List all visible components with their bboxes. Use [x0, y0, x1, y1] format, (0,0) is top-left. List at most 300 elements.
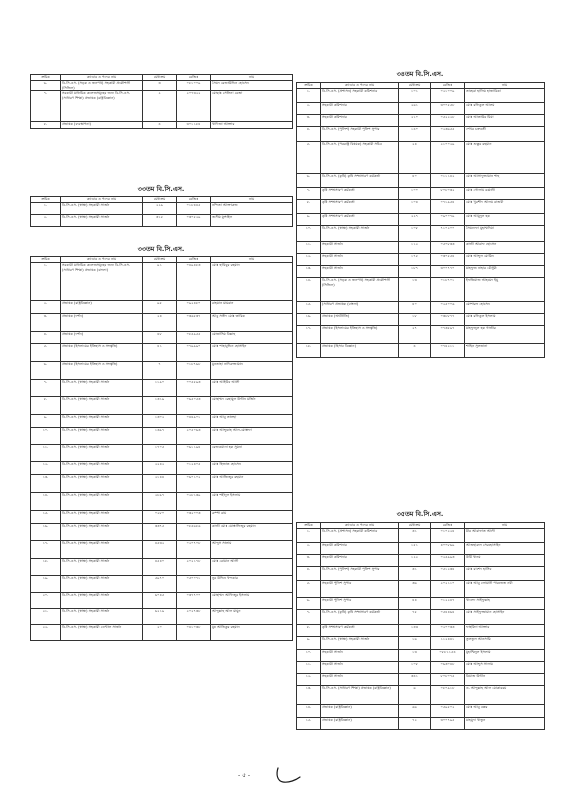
header-merit: মেধাক্রম	[399, 83, 431, 89]
header-reg: রেজিঃ	[177, 197, 211, 203]
header-reg: রেজিঃ	[177, 75, 211, 81]
cell-merit: ৩	[143, 80, 177, 90]
cell-merit: ১৩	[399, 649, 431, 661]
cell-name: মোঃ আবু বক্কর	[465, 704, 545, 717]
cell-name: সৈয়দেফা মুহাম্মদিয়া	[465, 225, 545, 241]
cell-name: মোঃ আতাউর মিয়া	[465, 114, 545, 126]
cell-reg: ০২০০৩৩	[431, 624, 465, 636]
cell-reg: ৮০৮০৭৫	[431, 673, 465, 685]
cell-merit: ১৬	[399, 636, 431, 649]
cell-serial: ৬.	[31, 80, 61, 90]
table-row	[297, 265, 545, 277]
cell-name: মোতাসিম বিল্লাহ	[211, 331, 293, 343]
cell-cadre-post: সহকারী সার্জন	[321, 661, 399, 673]
table-row	[31, 379, 293, 396]
cell-cadre-post: কৃষি সম্প্রসারণ কর্মকর্তা	[321, 624, 399, 636]
cell-serial: ৪.	[297, 566, 321, 580]
cell-serial: ১৩.	[297, 685, 321, 704]
cell-merit: ২২৪২	[143, 461, 177, 474]
cell-name: মোঃ রাশেদ হাসিব	[465, 566, 545, 580]
table-row	[297, 301, 545, 313]
table-row	[297, 636, 545, 649]
cell-cadre-post: বি.সি.এস. (পুলিশ) সহকারী পুলিশ সুপার	[321, 126, 399, 141]
table-row	[31, 427, 293, 444]
cell-serial: ৮.	[31, 396, 61, 414]
cell-reg: ০৮৫৬৮৬	[177, 523, 211, 540]
table-row	[31, 214, 293, 226]
table-row	[31, 558, 293, 575]
table-row	[297, 597, 545, 609]
cell-merit: ১০৮	[399, 225, 431, 241]
cell-serial: ৪.	[31, 331, 61, 343]
cell-merit: ৬২১৯	[143, 608, 177, 624]
table-row	[297, 277, 545, 301]
cell-cadre-post: প্রভাষক (রাষ্ট্রবিজ্ঞান)	[321, 704, 399, 717]
cell-cadre-post: সহকারী কমিশনার	[321, 114, 399, 126]
cell-cadre-post: বি.সি.এস. (প্রশাসন) সহকারী কমিশনার	[321, 88, 399, 102]
cell-cadre-post: সহকারী সার্জন	[321, 649, 399, 661]
header-serial: ক্রমিক	[297, 523, 321, 529]
cell-cadre-post: বি.সি.এস. (স্বাস্থ্য) সহকারী সার্জন	[321, 636, 399, 649]
cell-name: মুনতাহা নাদিরুজ্জামান	[211, 361, 293, 379]
cell-serial: ১০.	[297, 225, 321, 241]
cell-serial: ১৬.	[297, 313, 321, 325]
cell-cadre-post: বি.সি.এস. (সড়ক ও জনপথ) সহকারী প্রকৌশলী (সিভিল)	[321, 277, 399, 301]
cell-name: মোঃ রোমান আলী	[211, 558, 293, 575]
header-name: নাম	[211, 257, 293, 263]
header-cadre-post: ক্যাডার ও পদের নাম	[61, 75, 143, 81]
cell-name: উর্মি খানম	[465, 554, 545, 566]
cell-serial: ১৪.	[297, 704, 321, 717]
cell-cadre-post: বি.সি.এস. (স্বাস্থ্য) সহকারী সার্জন	[61, 492, 143, 510]
cell-serial: ৮.	[31, 122, 61, 129]
table-row	[297, 704, 545, 717]
cell-cadre-post: বি.সি.এস. (স্বাস্থ্য) সহকারী সার্জন	[61, 608, 143, 624]
cell-cadre-post: প্রভাষক (অর্থনীতি)	[321, 313, 399, 325]
cell-name: মোঃ হিজাত হোসেন	[211, 461, 293, 474]
cell-serial: ১০.	[31, 427, 61, 444]
cell-serial: ৭.	[31, 91, 61, 122]
cell-serial: ৬.	[297, 173, 321, 187]
cell-cadre-post: সহকারী সার্জন	[321, 253, 399, 265]
cell-name: মোঃ হাবিবুর রহমান	[211, 262, 293, 300]
cell-cadre-post: প্রভাষক (ইসলামের ইতিহাস ও সংস্কৃতি)	[61, 343, 143, 361]
cell-serial: ১৯.	[31, 575, 61, 592]
cell-reg: ২০২১১০	[431, 580, 465, 597]
cell-cadre-post: বি.সি.এস. (কৃষি) কৃষি সম্প্রসারণ কর্মকর্তা	[321, 609, 399, 624]
cell-serial: ১৭.	[297, 325, 321, 343]
cell-reg: ০৩৭৭০০	[177, 592, 211, 608]
table-row	[297, 225, 545, 241]
cell-reg: ০৬০১০২	[177, 474, 211, 492]
cell-merit: ১০৪	[399, 199, 431, 213]
cell-name: রেজওয়ানা হক সুমনা	[211, 444, 293, 461]
table-row	[31, 592, 293, 608]
header-merit: মেধাক্রম	[143, 257, 177, 263]
cell-cadre-post: বি.সি.এস. (স্বাস্থ্য) সহকারী সার্জন	[61, 379, 143, 396]
cell-merit: ১৪৩	[399, 624, 431, 636]
cell-name: মোহাম্মদ আফিজুর ইসলাম	[211, 592, 293, 608]
cell-name: মোঃ আবু লোমানী পারভেজ নবী	[465, 580, 545, 597]
cell-reg: ০৪৯৪৮৩	[177, 262, 211, 300]
cell-cadre-post: কৃষি সম্প্রসারণ কর্মকর্তা	[321, 199, 399, 213]
cell-merit: ১০৮	[399, 661, 431, 673]
cell-reg: ০২৩৬৫৫	[431, 126, 465, 141]
cell-serial: ১১.	[31, 444, 61, 461]
cell-merit: ৪	[143, 122, 177, 129]
table-row	[297, 241, 545, 253]
table-row	[297, 649, 545, 661]
cell-serial: ১.	[297, 88, 321, 102]
cell-merit: ৪	[399, 343, 431, 357]
cell-cadre-post: সরকারী মাধ্যমিক কলেজসমূহের জন্য বি.সি.এস. (সাধারণ শিক্ষা) প্রভাষক (রাষ্ট্রবিজ্ঞান)	[61, 91, 143, 122]
cell-serial: ১.	[297, 528, 321, 542]
cell-serial: ৩.	[31, 313, 61, 331]
cell-cadre-post: বি.সি.এস. (স্বাস্থ্য) সহকারী সার্জন	[61, 510, 143, 523]
cell-name: ফাহমিদা আক্তার	[465, 624, 545, 636]
cell-reg: ০৫২২২৮	[431, 114, 465, 126]
cell-reg: ০২৫০০৬	[431, 301, 465, 313]
cell-name: মোঃ রফিকুল আলম	[465, 102, 545, 114]
cell-merit: ১০০	[399, 187, 431, 199]
table-row	[31, 608, 293, 624]
cell-merit: ২	[143, 91, 177, 122]
table-d	[296, 82, 545, 358]
cell-serial: ২.	[31, 300, 61, 313]
header-serial: ক্রমিক	[31, 197, 61, 203]
table-row	[297, 313, 545, 325]
cell-name: মোছাঃ সেলিনা রেজা	[211, 91, 293, 122]
cell-reg: ১১২৪৪১	[431, 636, 465, 649]
cell-name: মোঃ আসাদুজ্জামান শাহ	[465, 173, 545, 187]
cell-serial: ৭.	[297, 187, 321, 199]
table-row	[297, 187, 545, 199]
cell-merit: ৬	[399, 685, 431, 704]
section-heading: ৩৩তম বি.সি.এস.	[137, 185, 185, 193]
cell-name: মুঃ আতিকুর রহমান	[211, 624, 293, 640]
cell-reg: ০৭১৯৫৪	[431, 199, 465, 213]
cell-serial: ৫.	[31, 343, 61, 361]
table-row	[297, 554, 545, 566]
header-cadre-post: ক্যাডার ও পদের নাম	[61, 257, 143, 263]
cell-cadre-post: বি.সি.এস. (প্রশাসন) সহকারী কমিশনার	[321, 528, 399, 542]
cell-cadre-post: বি.সি.এস. (স্বাস্থ্য) সহকারী সার্জন	[61, 414, 143, 427]
cell-cadre-post: বি.সি.এস. (স্বাস্থ্য) সহকারী সার্জন	[61, 592, 143, 608]
cell-merit: ৪৫৩২	[143, 540, 177, 558]
cell-cadre-post: বি.সি.এস. (পররাষ্ট্র বিষয়ক) সহকারী সচিব	[321, 141, 399, 173]
cell-reg: ০৪৪৯০১	[177, 414, 211, 427]
cell-merit: ২২৯	[143, 202, 177, 214]
cell-name: মোঃ আইউব আলী	[211, 379, 293, 396]
table-row	[31, 396, 293, 414]
table-row	[31, 414, 293, 427]
header-name: নাম	[211, 197, 293, 203]
cell-name: তুলতুল আনসারি	[465, 636, 545, 649]
cell-cadre-post: বি.সি.এস. (স্বাস্থ্য) সহকারী সার্জন	[61, 461, 143, 474]
cell-name: মোঃ শুক্কুর রহমান	[465, 141, 545, 173]
cell-reg: ০৬১১৯৪	[177, 444, 211, 461]
cell-cadre-post: বি.সি.এস. (স্বাস্থ্য) সহকারী সার্জন	[61, 202, 143, 214]
cell-name: কাজী মোঃ মোস্তাফিজুর রহমান	[211, 523, 293, 540]
cell-name: মোঃ খুরশীদ আলম রাজবী	[465, 199, 545, 213]
cell-cadre-post: সহকারী সার্জন	[321, 241, 399, 253]
cell-name: আব্দুস সালাম	[211, 540, 293, 558]
table-row	[31, 313, 293, 331]
cell-name: মোঃ আব্দুল মোমিন	[465, 253, 545, 265]
cell-name: কাজী আরাফ হোসেন	[465, 241, 545, 253]
table-row	[31, 262, 293, 300]
header-reg: রেজিঃ	[431, 523, 465, 529]
section-heading: ৩৪তম বি.সি.এস.	[396, 70, 444, 78]
cell-merit: ১৩	[399, 277, 431, 301]
cell-serial: ২.	[297, 542, 321, 554]
table-row	[297, 88, 545, 102]
cell-reg: ৪০০৮৬৯	[431, 542, 465, 554]
table-b	[30, 196, 293, 227]
cell-cadre-post: বি.সি.এস. (পুলিশ) সহকারী পুলিশ সুপার	[321, 566, 399, 580]
cell-serial: ১৬.	[31, 523, 61, 540]
cell-merit: ৩৩৭৫	[143, 523, 177, 540]
cell-merit: ৯১	[143, 262, 177, 300]
cell-serial: ১২.	[31, 461, 61, 474]
table-row	[297, 102, 545, 114]
cell-name: আব্দুল্লাহ আল মামুন	[211, 608, 293, 624]
cell-serial: ২.	[297, 102, 321, 114]
header-merit: মেধাক্রম	[143, 197, 177, 203]
cell-cadre-post: সহকারী কমিশনার	[321, 554, 399, 566]
cell-reg: ০৮৮১১৫৪	[431, 649, 465, 661]
cell-name: তাহেরা হালিম হাজারিকা	[465, 88, 545, 102]
cell-cadre-post: বি.সি.এস. (স্বাস্থ্য) সহকারী ডেন্টাল সার্জন	[61, 624, 143, 640]
cell-merit: ১০১	[399, 88, 431, 102]
cell-merit: ১৫১	[399, 542, 431, 554]
cell-reg: ০৫০০৭১	[177, 575, 211, 592]
cell-serial: ৯.	[297, 213, 321, 225]
table-d-body	[297, 88, 545, 357]
cell-reg: ০৩০৫৫৪	[431, 253, 465, 265]
cell-merit: ২২৭	[399, 213, 431, 225]
cell-serial: ৫.	[297, 141, 321, 173]
cell-cadre-post: (সাধারণ প্রভাষক (বাংলা)	[321, 301, 399, 313]
cell-serial: ১৫.	[297, 717, 321, 729]
handwritten-signature	[274, 764, 304, 786]
cell-serial: ৮.	[297, 199, 321, 213]
cell-serial: ৬.	[31, 361, 61, 379]
cell-serial: ৩.	[297, 114, 321, 126]
table-row	[297, 717, 545, 729]
cell-merit: ৪৪	[399, 597, 431, 609]
table-row	[31, 474, 293, 492]
cell-merit: ৪১	[143, 343, 177, 361]
table-row	[31, 540, 293, 558]
cell-reg: ০৩৮৮৭৭	[431, 313, 465, 325]
cell-merit: ১৭৫	[399, 253, 431, 265]
cell-merit: ৩৪১	[399, 673, 431, 685]
cell-merit: ২৭	[399, 325, 431, 343]
table-row	[31, 343, 293, 361]
header-reg: রেজিঃ	[431, 83, 465, 89]
table-row	[31, 91, 293, 122]
cell-name: মুহাম্মিনুল ইসলাম	[465, 649, 545, 661]
table-row	[297, 114, 545, 126]
cell-reg: ২১০০২৯	[431, 141, 465, 173]
cell-reg: ৩০০৭৯৫	[431, 717, 465, 729]
cell-serial: ২২.	[31, 624, 61, 640]
table-e	[296, 522, 545, 730]
header-merit: মেধাক্রম	[399, 523, 431, 529]
cell-serial: ১.	[31, 262, 61, 300]
cell-merit: ৬০৪৫	[143, 592, 177, 608]
cell-reg: ০২০৭০৮	[177, 540, 211, 558]
table-row	[31, 461, 293, 474]
cell-merit: ২৪	[143, 313, 177, 331]
cell-cadre-post: সহকারী কমিশনার	[321, 542, 399, 554]
cell-merit: ১৩১৯	[143, 396, 177, 414]
cell-serial: ১৩.	[31, 474, 61, 492]
table-row	[31, 624, 293, 640]
cell-reg: ০৮০৯১৮	[431, 685, 465, 704]
cell-serial: ৪.	[297, 126, 321, 141]
cell-merit: ১৭০৫	[143, 444, 177, 461]
cell-name: খাদিজা আক্তার	[211, 122, 293, 129]
table-a-body	[31, 80, 293, 128]
header-serial: ক্রমিক	[31, 257, 61, 263]
table-row	[297, 580, 545, 597]
table-row	[31, 444, 293, 461]
cell-cadre-post: প্রভাষক (ইসলামের ইতিহাস ও সংস্কৃতি)	[321, 325, 399, 343]
table-row	[297, 199, 545, 213]
cell-reg: ০০৫৫৯৩	[177, 379, 211, 396]
table-row	[31, 361, 293, 379]
cell-name: মোশারফ হোসেন	[465, 301, 545, 313]
cell-name: মাহফুজুল হক গাজীর	[465, 325, 545, 343]
cell-reg: ০১১১৪২	[431, 173, 465, 187]
header-name: নাম	[211, 75, 293, 81]
table-e-body	[297, 528, 545, 729]
cell-serial: ২.	[31, 214, 61, 226]
cell-cadre-post: প্রভাষক (রাষ্ট্রবিজ্ঞান)	[321, 717, 399, 729]
cell-reg: ০৯০০৭৯	[431, 213, 465, 225]
cell-reg: ০৭৩৫৯৭	[431, 325, 465, 343]
cell-merit: ১১৯০	[143, 379, 177, 396]
cell-name: আজহারুল সেরহোসাইন	[465, 542, 545, 554]
cell-cadre-post: বি.সি.এস. (স্বাস্থ্য) সহকারী সার্জন	[61, 444, 143, 461]
cell-serial: ১২.	[297, 673, 321, 685]
table-row	[31, 80, 293, 90]
cell-name: মোঃ রফিকুল ইসলাম	[465, 313, 545, 325]
cell-name: শেখর চক্রবর্তী	[465, 126, 545, 141]
cell-cadre-post: বি.সি.এস. (কৃষি) কৃষি সম্প্রসারণ কর্মকর্তা	[321, 173, 399, 187]
cell-merit: ১৮	[399, 313, 431, 325]
cell-reg: ০৫১২৩৪	[431, 566, 465, 580]
header-cadre-post: ক্যাডার ও পদের নাম	[321, 83, 399, 89]
table-row	[297, 343, 545, 357]
cell-merit: ১৪০	[399, 126, 431, 141]
cell-merit: ৪০	[399, 173, 431, 187]
cell-cadre-post: সহকারী পুলিশ সুপার	[321, 580, 399, 597]
table-row	[31, 492, 293, 510]
cell-name: মাহমুদা খাতুন	[465, 717, 545, 729]
cell-merit: ০২৮০	[143, 510, 177, 523]
cell-cadre-post: কৃষি সম্প্রসারণ কর্মকর্তা	[321, 187, 399, 199]
cell-reg: ০১২৪০৫	[177, 461, 211, 474]
cell-merit: ৭	[143, 361, 177, 379]
cell-reg: ৩০১১৮৪	[177, 122, 211, 129]
header-cadre-post: ক্যাডার ও পদের নাম	[321, 523, 399, 529]
cell-merit: ৪০	[399, 301, 431, 313]
cell-name: মোঃ গোলাম রব্বানী	[465, 187, 545, 199]
cell-serial: ১৭.	[31, 540, 61, 558]
cell-name: জসীম মুন্সাইল	[211, 214, 293, 226]
table-row	[297, 566, 545, 580]
cell-reg: ০২৮১৩৯	[177, 492, 211, 510]
cell-cadre-post: সহকারী সার্জন	[321, 673, 399, 685]
table-c-body	[31, 262, 293, 640]
header-name: নাম	[465, 523, 545, 529]
cell-name: ইফতিয়াজ আহমেদ ইমু	[465, 277, 545, 301]
cell-merit: ৪৮	[143, 331, 177, 343]
cell-cadre-post: সহকারী সার্জন	[321, 265, 399, 277]
cell-name: মোঃ শাহাবুদ্দিন হোসাইন	[211, 343, 293, 361]
cell-serial: ২১.	[31, 608, 61, 624]
cell-merit: ৩১৫	[143, 214, 177, 226]
cell-merit: ৫৯৭০	[143, 575, 177, 592]
cell-cadre-post: প্রভাষক (দর্শন)	[61, 331, 143, 343]
cell-merit: ৩৬	[399, 580, 431, 597]
cell-name: মাহফুজ নাহার চৌধুরী	[465, 265, 545, 277]
cell-cadre-post: প্রভাষক (হিসাব বিজ্ঞান)	[321, 343, 399, 357]
cell-cadre-post: বি.সি.এস. (স্বাস্থ্য) সহকারী সার্জন	[61, 575, 143, 592]
header-name: নাম	[465, 83, 545, 89]
cell-serial: ৮.	[297, 624, 321, 636]
cell-name: রিয়াজ উদ্দীন	[465, 673, 545, 685]
cell-serial: ৬.	[297, 597, 321, 609]
cell-serial: ৫.	[297, 580, 321, 597]
cell-name: মোহাম্মদ রেহামুল উদ্দীন মর্জিন	[211, 396, 293, 414]
table-row	[31, 122, 293, 129]
cell-serial: ১১.	[297, 661, 321, 673]
cell-serial: ৯.	[297, 636, 321, 649]
cell-serial: ১৫.	[31, 510, 61, 523]
cell-merit: ২১০	[399, 114, 431, 126]
cell-name: মোঃ আজিজুর রহমান	[211, 474, 293, 492]
cell-name: নন্দিতা আক্তারুজ	[211, 202, 293, 214]
cell-name: খালেদ সাইফুল্লাহ	[465, 597, 545, 609]
cell-reg: ০৩০৫২৯	[177, 214, 211, 226]
cell-name: মীর আরাফাত আলী	[465, 528, 545, 542]
cell-serial: ৩.	[297, 554, 321, 566]
cell-serial: ১০.	[297, 649, 321, 661]
cell-serial: ১২.	[297, 253, 321, 265]
header-reg: রেজিঃ	[177, 257, 211, 263]
table-row	[297, 528, 545, 542]
cell-name: মোঃ আবু তালহা	[211, 414, 293, 427]
cell-reg: ০৬৫০৫৩	[177, 396, 211, 414]
cell-name: মোঃ আমুদুল হক	[465, 213, 545, 225]
cell-cadre-post: বি.সি.এস. (সাধারণ শিক্ষা) প্রভাষক (রাষ্ট্রবিজ্ঞান)	[321, 685, 399, 704]
cell-merit: ৬৬	[399, 704, 431, 717]
cell-merit: ৭৫	[399, 609, 431, 624]
cell-name: মোঃ আব্দুস সালাম	[465, 661, 545, 673]
cell-serial: ১৩.	[297, 265, 321, 277]
cell-cadre-post: বি.সি.এস. (স্বাস্থ্য) সহকারী সার্জন	[61, 214, 143, 226]
cell-serial: ১১.	[297, 241, 321, 253]
cell-merit: ১১২	[399, 241, 431, 253]
cell-reg: ২০২১৭৮	[177, 558, 211, 575]
table-row	[297, 141, 545, 173]
table-row	[31, 202, 293, 214]
table-b-body	[31, 202, 293, 226]
